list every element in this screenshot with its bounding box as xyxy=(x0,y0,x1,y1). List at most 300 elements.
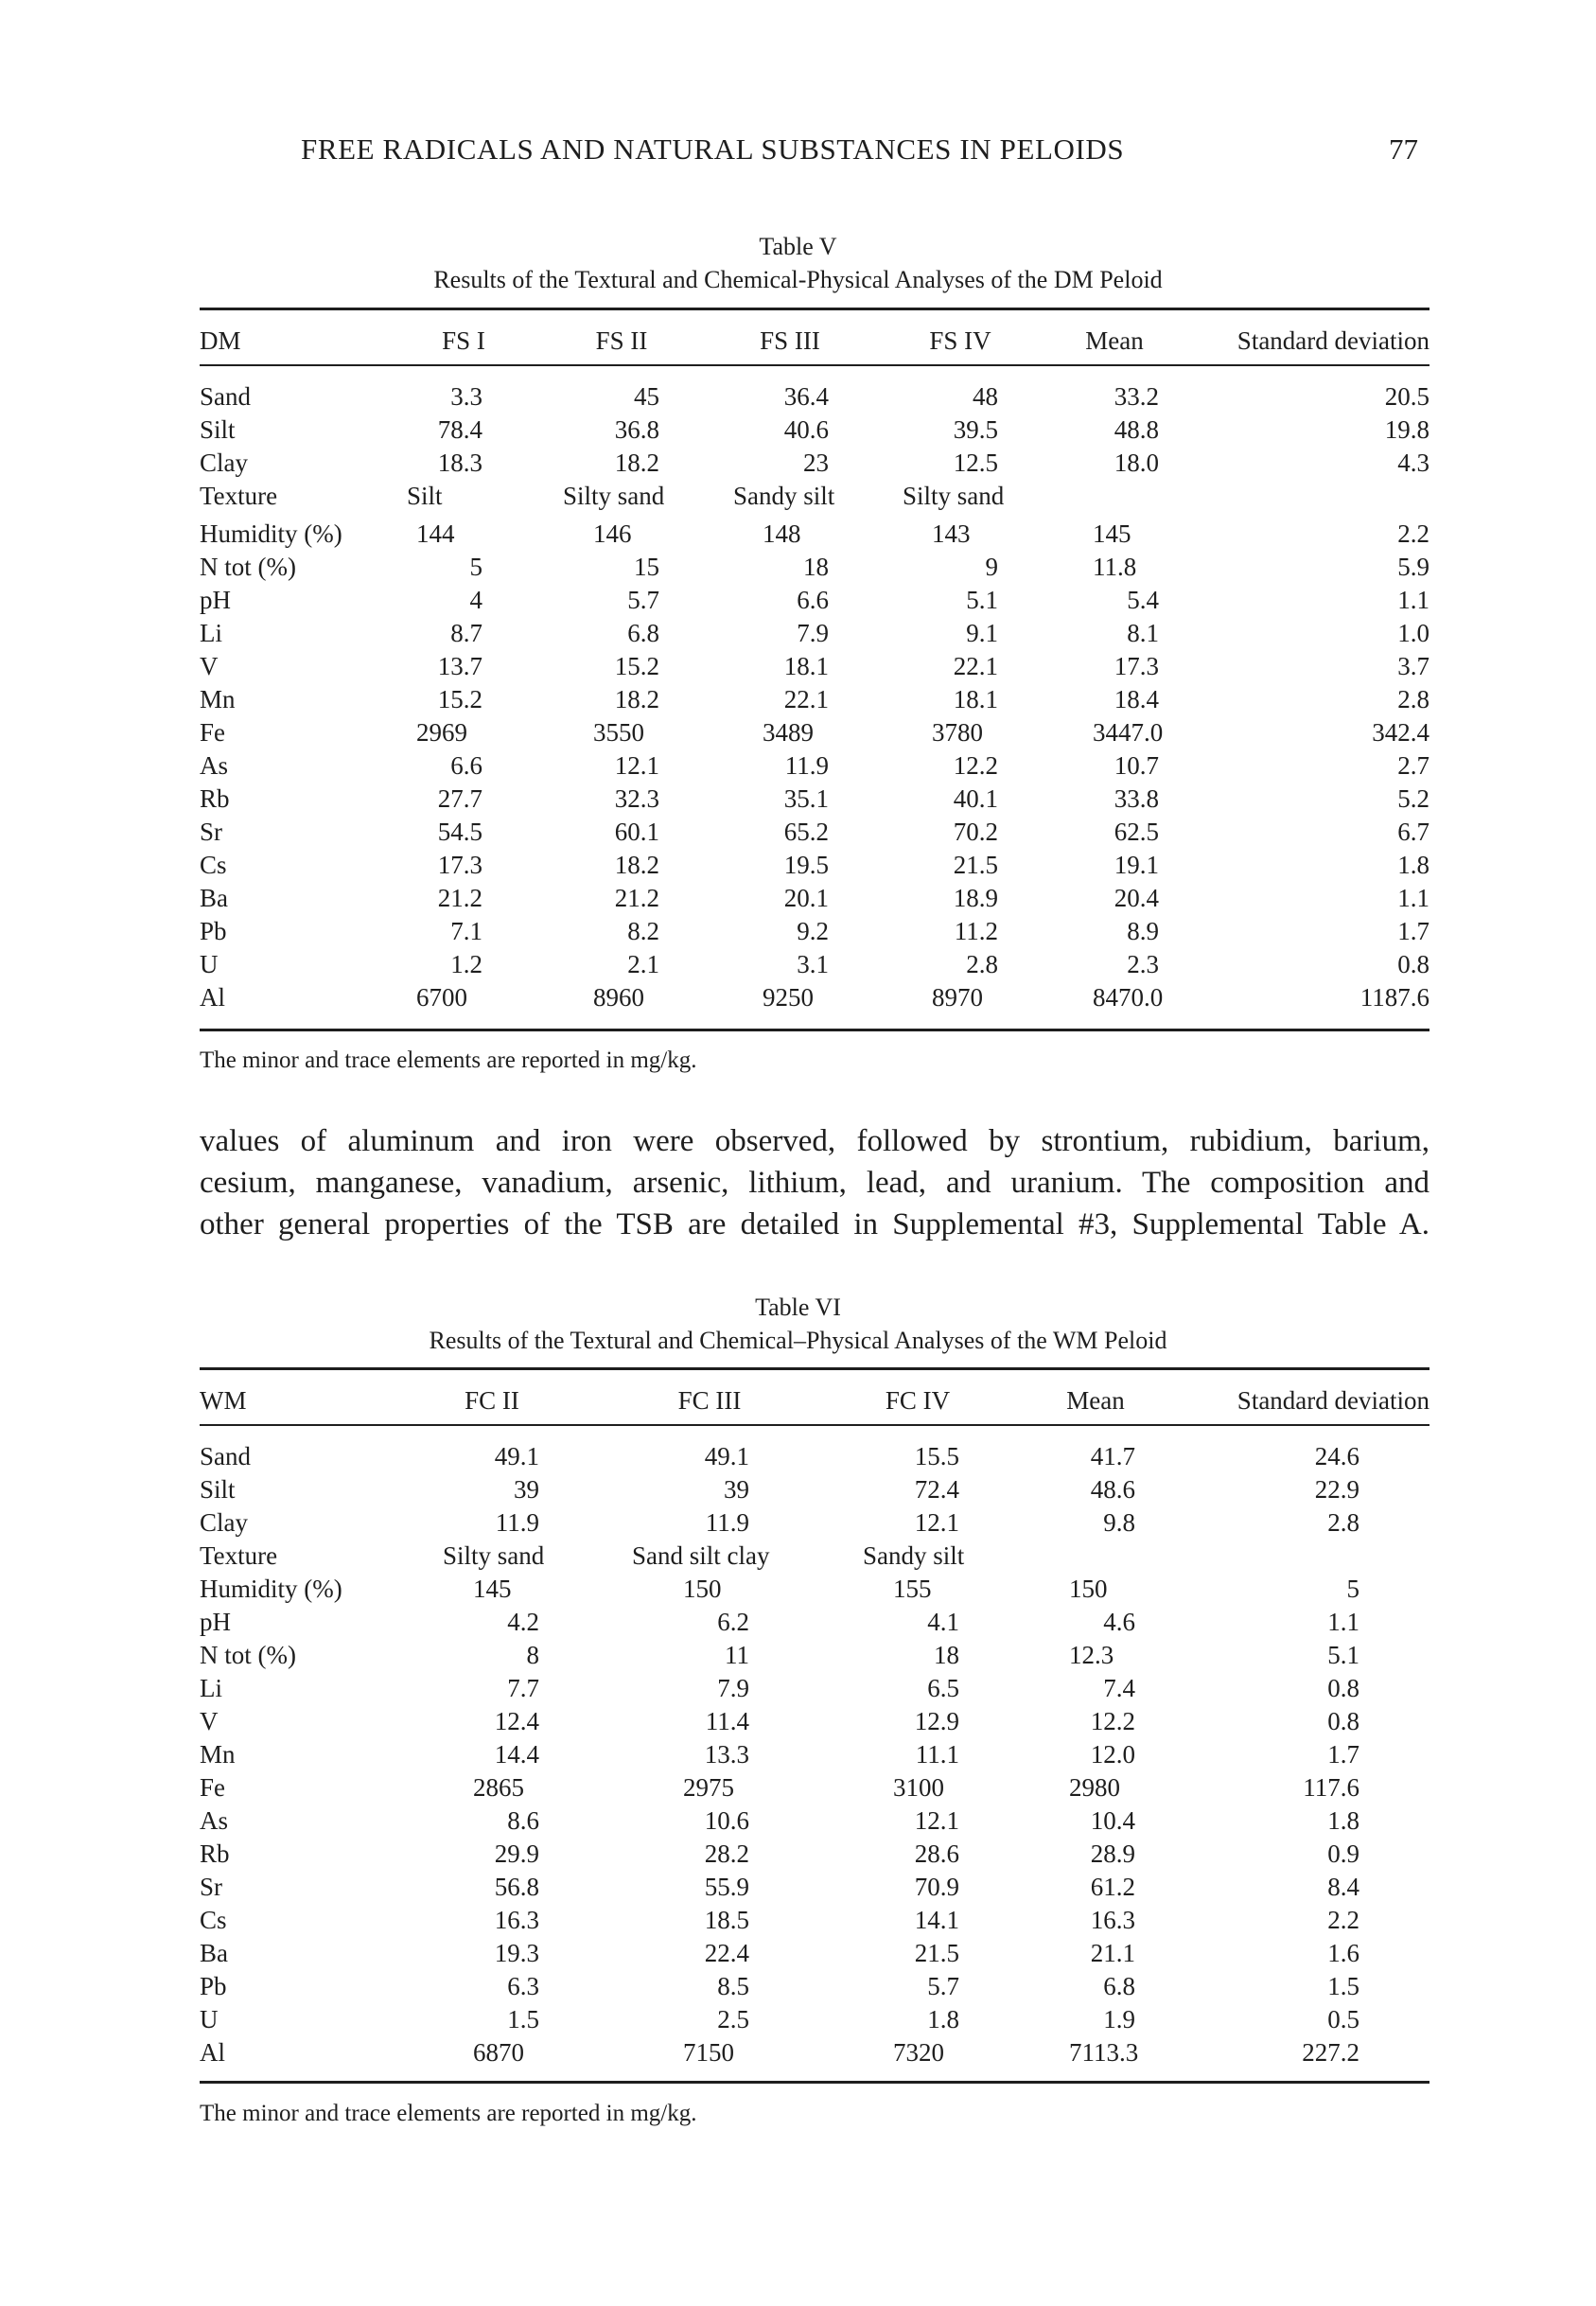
table6-cell: 70.9 xyxy=(914,1873,959,1901)
table5-cell: 3.3 xyxy=(450,382,482,411)
table6-cell: 2865 xyxy=(473,1773,524,1802)
table5-cell: 70.2 xyxy=(953,818,998,846)
table5-row xyxy=(0,783,1596,816)
table5-row xyxy=(0,948,1596,981)
table5-cell: 1.1 xyxy=(1397,884,1429,912)
table6-cell: 12.0 xyxy=(1090,1740,1135,1769)
table6-cell: Sandy silt xyxy=(863,1541,965,1570)
table6-row-label: Sand xyxy=(200,1442,251,1470)
table5-cell: 35.1 xyxy=(783,784,829,813)
table6-body xyxy=(0,1440,1596,2084)
table5-cell: 19.1 xyxy=(1114,851,1159,879)
table5-header-fs4: FS IV xyxy=(929,326,991,355)
table5-cell: 6.8 xyxy=(627,619,659,647)
table6-cell: 12.4 xyxy=(494,1707,539,1735)
table5-cell: 9.1 xyxy=(966,619,998,647)
table6-cell: 1.6 xyxy=(1327,1939,1359,1967)
table6-row-label: Silt xyxy=(200,1475,236,1504)
table6-row xyxy=(0,1838,1596,1871)
table6-header-sd: Standard deviation xyxy=(1236,1386,1429,1415)
table5-row xyxy=(0,981,1596,1014)
table6-row-label: V xyxy=(200,1707,219,1735)
table6-row-label: Cs xyxy=(200,1906,227,1934)
table6-cell: 12.3 xyxy=(1069,1641,1114,1669)
table5-cell: 48.8 xyxy=(1114,415,1159,444)
table5-cell: 12.2 xyxy=(953,751,998,780)
table5-row xyxy=(0,380,1596,414)
table5-cell: 2.8 xyxy=(966,950,998,978)
table5-cell: 15 xyxy=(634,553,659,581)
table5-row-label: Texture xyxy=(200,482,278,510)
table5-cell: 18.4 xyxy=(1114,685,1159,713)
table5-cell: 32.3 xyxy=(614,784,659,813)
table5-cell: 3780 xyxy=(932,718,983,747)
table5-row xyxy=(0,882,1596,915)
table5-cell: 18.2 xyxy=(614,851,659,879)
table6-cell: 11.9 xyxy=(705,1508,749,1537)
table5-row-label: Sr xyxy=(200,818,223,846)
table5-cell: 7.9 xyxy=(797,619,829,647)
table6-row-label: Li xyxy=(200,1674,222,1702)
table6-cell: 16.3 xyxy=(494,1906,539,1934)
table5-cell: 22.1 xyxy=(953,652,998,680)
table6-cell: 145 xyxy=(473,1575,512,1603)
table5-cell: 21.5 xyxy=(953,851,998,879)
table5-row xyxy=(0,915,1596,948)
table5-cell: 18.2 xyxy=(614,449,659,477)
table6-row-label: Rb xyxy=(200,1840,230,1868)
table5-cell: 6.7 xyxy=(1397,818,1429,846)
table5-cell: 5.4 xyxy=(1127,586,1159,614)
table6-row-label: Texture xyxy=(200,1541,278,1570)
table6-cell: 2975 xyxy=(683,1773,734,1802)
table6-cell: 4.2 xyxy=(507,1608,539,1636)
table6-title: Table VI xyxy=(755,1294,841,1321)
table6-cell: 8 xyxy=(526,1641,539,1669)
table5-row xyxy=(0,716,1596,749)
table5-row-label: V xyxy=(200,652,219,680)
table6-cell: 1.5 xyxy=(1327,1972,1359,2000)
table6-cell: 6.2 xyxy=(717,1608,749,1636)
table5-cell: 8960 xyxy=(593,983,644,1012)
table6-row xyxy=(0,1606,1596,1639)
table5-cell: 3447.0 xyxy=(1093,718,1164,747)
table5-row-label: Mn xyxy=(200,685,236,713)
table5-cell: 15.2 xyxy=(614,652,659,680)
table6-cell: 19.3 xyxy=(494,1939,539,1967)
table6-cell: 8.5 xyxy=(717,1972,749,2000)
table6-row-label: Humidity (%) xyxy=(200,1575,342,1603)
table5-cell: 5.1 xyxy=(966,586,998,614)
table5-cell: 6.6 xyxy=(797,586,829,614)
table5-cell: 27.7 xyxy=(437,784,482,813)
table6-cell: 56.8 xyxy=(494,1873,539,1901)
table5-cell: 2969 xyxy=(416,718,467,747)
table6-cell: 5.7 xyxy=(927,1972,959,2000)
table6-cell: 1.1 xyxy=(1327,1608,1359,1636)
table6-cell: 3100 xyxy=(893,1773,944,1802)
table6-cell: 150 xyxy=(683,1575,722,1603)
page-number: 77 xyxy=(1389,132,1418,166)
table5-cell: 8.9 xyxy=(1127,917,1159,945)
table6-row xyxy=(0,1473,1596,1506)
table5-row xyxy=(0,480,1596,513)
table5-cell: 21.2 xyxy=(614,884,659,912)
table5-row-label: As xyxy=(200,751,229,780)
table5-title: Table V xyxy=(759,233,837,260)
table5-cell: 6700 xyxy=(416,983,467,1012)
table6-cell: 39 xyxy=(514,1475,539,1504)
table5-row xyxy=(0,816,1596,849)
body-paragraph xyxy=(200,1120,1429,1245)
table5-cell: 6.6 xyxy=(450,751,482,780)
table5-row-label: Fe xyxy=(200,718,225,747)
table6-cell: 1.8 xyxy=(927,2005,959,2033)
table5-cell: 18.3 xyxy=(437,449,482,477)
table6-cell: 10.6 xyxy=(704,1806,749,1835)
table6-cell: 55.9 xyxy=(704,1873,749,1901)
table6-cell: 7150 xyxy=(683,2038,734,2067)
table5-row xyxy=(0,447,1596,480)
table6-row xyxy=(0,1771,1596,1804)
table5-cell: 145 xyxy=(1093,519,1131,548)
table5-row-label: Clay xyxy=(200,449,248,477)
table6-cell: 11.1 xyxy=(915,1740,959,1769)
table5-cell: 39.5 xyxy=(953,415,998,444)
table5-cell: 8470.0 xyxy=(1093,983,1164,1012)
table6-cell: 13.3 xyxy=(704,1740,749,1769)
table6-row-label: Pb xyxy=(200,1972,227,2000)
table6-cell: 12.9 xyxy=(914,1707,959,1735)
table6-row xyxy=(0,1440,1596,1473)
table5-row xyxy=(0,683,1596,716)
table6-note: The minor and trace elements are reported in mg/kg. xyxy=(200,2101,697,2126)
table5-cell: 48 xyxy=(973,382,998,411)
table6-cell: 2.2 xyxy=(1327,1906,1359,1934)
table5-cell: 20.4 xyxy=(1114,884,1159,912)
table6-row-label: U xyxy=(200,2005,219,2033)
table5-cell: Silty sand xyxy=(563,482,665,510)
table6-row xyxy=(0,1705,1596,1738)
table5-cell: 342.4 xyxy=(1372,718,1429,747)
table6-row-label: pH xyxy=(200,1608,231,1636)
table6-cell: 7.9 xyxy=(717,1674,749,1702)
table5-cell: 1.7 xyxy=(1397,917,1429,945)
table5-row-label: Sand xyxy=(200,382,251,411)
table6-cell: 227.2 xyxy=(1302,2038,1359,2067)
paragraph-line: values of aluminum and iron were observed, followed by strontium, rubidium, barium, xyxy=(200,1124,1429,1158)
table5-cell: 18.1 xyxy=(953,685,998,713)
table5-cell: 23 xyxy=(803,449,829,477)
table5-cell: 36.4 xyxy=(783,382,829,411)
table5-row xyxy=(0,414,1596,447)
table6-row xyxy=(0,2036,1596,2069)
table6-cell: Sand silt clay xyxy=(632,1541,770,1570)
paragraph-line: other general properties of the TSB are detailed in Supplemental #3, Supplemental Table A. xyxy=(200,1207,1429,1241)
table5-cell: 19.5 xyxy=(783,851,829,879)
table5-cell: 65.2 xyxy=(783,818,829,846)
table5-row xyxy=(0,617,1596,650)
table5-header-label: DM xyxy=(200,326,241,355)
table5-cell: 17.3 xyxy=(437,851,482,879)
table6-cell: 7320 xyxy=(893,2038,944,2067)
table5-row-label: Pb xyxy=(200,917,227,945)
table5-cell: 21.2 xyxy=(437,884,482,912)
table6-cell: 11.4 xyxy=(705,1707,749,1735)
table5-cell: 20.5 xyxy=(1384,382,1429,411)
table5-row-label: Li xyxy=(200,619,222,647)
table6-cell: 28.6 xyxy=(914,1840,959,1868)
table5-cell: 2.2 xyxy=(1397,519,1429,548)
table5-header-rule xyxy=(200,364,1429,366)
table5-cell: 4 xyxy=(469,586,482,614)
table6-row-label: N tot (%) xyxy=(200,1641,296,1669)
table5-cell: 62.5 xyxy=(1114,818,1159,846)
table6-cell: 18 xyxy=(934,1641,959,1669)
table6-cell: 12.1 xyxy=(914,1508,959,1537)
table5-row-label: Humidity (%) xyxy=(200,519,342,548)
table5-cell: 19.8 xyxy=(1384,415,1429,444)
table6-cell: 2.8 xyxy=(1327,1508,1359,1537)
table5-cell: 8.7 xyxy=(450,619,482,647)
table6-cell: 7.4 xyxy=(1103,1674,1135,1702)
table6-row xyxy=(0,1738,1596,1771)
table5-cell: 18.9 xyxy=(953,884,998,912)
table5-cell: 20.1 xyxy=(783,884,829,912)
table6-cell: 0.8 xyxy=(1327,1674,1359,1702)
table6-cell: 7113.3 xyxy=(1069,2038,1139,2067)
table5-row-label: Ba xyxy=(200,884,228,912)
table5-cell: 1187.6 xyxy=(1359,983,1429,1012)
table6-cell: 39 xyxy=(724,1475,749,1504)
table6-header-rule xyxy=(200,1424,1429,1426)
table5-row xyxy=(0,518,1596,551)
table5-cell: 33.8 xyxy=(1114,784,1159,813)
table5-cell: 3550 xyxy=(593,718,644,747)
table6-cell: 1.7 xyxy=(1327,1740,1359,1769)
table6-cell: 1.8 xyxy=(1327,1806,1359,1835)
table6-cell: 7.7 xyxy=(507,1674,539,1702)
table6-row xyxy=(0,1573,1596,1606)
table6-cell: 2980 xyxy=(1069,1773,1120,1802)
table5-cell: 11.8 xyxy=(1093,553,1137,581)
table6-cell: 41.7 xyxy=(1090,1442,1135,1470)
table5-header-sd: Standard deviation xyxy=(1236,326,1429,355)
table6-row xyxy=(0,1540,1596,1573)
table5-row xyxy=(0,650,1596,683)
table6-cell: 0.5 xyxy=(1327,2005,1359,2033)
table6-cell: 21.1 xyxy=(1090,1939,1135,1967)
table5-row-label: U xyxy=(200,950,219,978)
table6-row xyxy=(0,1937,1596,1970)
table6-cell: 4.1 xyxy=(927,1608,959,1636)
table5-row-label: Silt xyxy=(200,415,236,444)
table5-cell: 12.1 xyxy=(614,751,659,780)
table6-cell: 1.5 xyxy=(507,2005,539,2033)
table5-cell: 78.4 xyxy=(437,415,482,444)
table5-cell: 8970 xyxy=(932,983,983,1012)
table5-row xyxy=(0,749,1596,783)
table5-cell: 8.2 xyxy=(627,917,659,945)
table6-cell: 22.4 xyxy=(704,1939,749,1967)
table6-header-mean: Mean xyxy=(1066,1386,1125,1415)
table5-cell: 11.9 xyxy=(784,751,829,780)
table5-cell: 45 xyxy=(634,382,659,411)
table5-cell: 5.9 xyxy=(1397,553,1429,581)
table5-row-label: Cs xyxy=(200,851,227,879)
table5-cell: 146 xyxy=(593,519,632,548)
table6-cell: 12.1 xyxy=(914,1806,959,1835)
table5-cell: 2.7 xyxy=(1397,751,1429,780)
table5-cell: 1.1 xyxy=(1397,586,1429,614)
table5-cell: 143 xyxy=(932,519,971,548)
table5-row xyxy=(0,584,1596,617)
table5-cell: 12.5 xyxy=(953,449,998,477)
table5-row xyxy=(0,849,1596,882)
table5-caption: Results of the Textural and Chemical-Physical Analyses of the DM Peloid xyxy=(433,266,1163,293)
table6-cell: 150 xyxy=(1069,1575,1108,1603)
table6-cell: 14.4 xyxy=(494,1740,539,1769)
table6-cell: 8.4 xyxy=(1327,1873,1359,1901)
table5-cell: 3489 xyxy=(763,718,814,747)
table6-row-label: Sr xyxy=(200,1873,223,1901)
table5-cell: 4.3 xyxy=(1397,449,1429,477)
table5-header-fs3: FS III xyxy=(760,326,820,355)
table5-cell: 11.2 xyxy=(954,917,998,945)
table5-cell: 144 xyxy=(416,519,455,548)
table6-cell: 1.9 xyxy=(1103,2005,1135,2033)
table6-cell: 28.2 xyxy=(704,1840,749,1868)
table5-cell: 15.2 xyxy=(437,685,482,713)
table6-cell: 11.9 xyxy=(495,1508,539,1537)
table5-cell: 18.0 xyxy=(1114,449,1159,477)
table5-header-fs1: FS I xyxy=(442,326,485,355)
table5-row-label: Al xyxy=(200,983,225,1012)
table5-cell: 5.7 xyxy=(627,586,659,614)
running-head: FREE RADICALS AND NATURAL SUBSTANCES IN PELOIDS xyxy=(301,132,1125,166)
table5-cell: Silty sand xyxy=(903,482,1005,510)
table5-cell: 9250 xyxy=(763,983,814,1012)
table5-cell: 36.8 xyxy=(614,415,659,444)
table6-cell: 117.6 xyxy=(1303,1773,1359,1802)
table6-cell: 4.6 xyxy=(1103,1608,1135,1636)
table5-cell: 2.1 xyxy=(627,950,659,978)
table5-row-label: N tot (%) xyxy=(200,553,296,581)
table5-cell: 1.0 xyxy=(1397,619,1429,647)
table5-row xyxy=(0,551,1596,584)
table5-cell: 3.7 xyxy=(1397,652,1429,680)
table6-cell: 16.3 xyxy=(1090,1906,1135,1934)
table6-cell: 15.5 xyxy=(914,1442,959,1470)
table6-cell: 11 xyxy=(725,1641,749,1669)
table6-row xyxy=(0,1672,1596,1705)
table5-cell: 54.5 xyxy=(437,818,482,846)
table5-cell: 8.1 xyxy=(1127,619,1159,647)
table6-row xyxy=(0,1871,1596,1904)
table5-cell: 7.1 xyxy=(450,917,482,945)
table6-bottom-rule xyxy=(200,2081,1429,2084)
table5-row-label: pH xyxy=(200,586,231,614)
table6-header-fc4: FC IV xyxy=(885,1386,951,1415)
table6-row xyxy=(0,1904,1596,1937)
table5-body xyxy=(0,380,1596,1024)
table6-cell: 0.8 xyxy=(1327,1707,1359,1735)
table6-cell: 12.2 xyxy=(1090,1707,1135,1735)
table6-cell: 0.9 xyxy=(1327,1840,1359,1868)
table6-caption: Results of the Textural and Chemical–Physical Analyses of the WM Peloid xyxy=(429,1327,1167,1354)
table6-header-label: WM xyxy=(200,1386,247,1415)
table6-cell: 5 xyxy=(1346,1575,1359,1603)
table5-note: The minor and trace elements are reported in mg/kg. xyxy=(200,1047,697,1073)
table6-row xyxy=(0,1639,1596,1672)
table6-cell: 5.1 xyxy=(1327,1641,1359,1669)
table6-row xyxy=(0,1506,1596,1540)
table6-row-label: Fe xyxy=(200,1773,225,1802)
table6-cell: 9.8 xyxy=(1103,1508,1135,1537)
table5-cell: 13.7 xyxy=(437,652,482,680)
table6-row-label: Ba xyxy=(200,1939,228,1967)
table5-cell: 0.8 xyxy=(1397,950,1429,978)
table5-cell: 10.7 xyxy=(1114,751,1159,780)
table6-header-row xyxy=(0,1383,1596,1417)
table5-header-fs2: FS II xyxy=(595,326,648,355)
table5-bottom-rule xyxy=(200,1029,1429,1031)
table6-cell: 18.5 xyxy=(704,1906,749,1934)
table5-cell: 9.2 xyxy=(797,917,829,945)
table5-cell: 5 xyxy=(469,553,482,581)
table6-top-rule xyxy=(200,1367,1429,1370)
table5-cell: 60.1 xyxy=(614,818,659,846)
table6-row-label: As xyxy=(200,1806,229,1835)
table6-row xyxy=(0,2003,1596,2036)
table5-cell: 2.3 xyxy=(1127,950,1159,978)
table5-cell: 5.2 xyxy=(1397,784,1429,813)
table5-cell: 148 xyxy=(763,519,801,548)
table6-cell: 155 xyxy=(893,1575,932,1603)
table5-row-label: Rb xyxy=(200,784,230,813)
table5-cell: 22.1 xyxy=(783,685,829,713)
table6-cell: 21.5 xyxy=(914,1939,959,1967)
table6-cell: 49.1 xyxy=(494,1442,539,1470)
table5-cell: 18.1 xyxy=(783,652,829,680)
table6-cell: 6.5 xyxy=(927,1674,959,1702)
table5-cell: 40.1 xyxy=(953,784,998,813)
table6-header-fc3: FC III xyxy=(677,1386,742,1415)
table5-cell: 18.2 xyxy=(614,685,659,713)
table6-cell: 29.9 xyxy=(494,1840,539,1868)
table6-cell: 24.6 xyxy=(1314,1442,1359,1470)
table5-cell: 3.1 xyxy=(797,950,829,978)
table6-header-fc2: FC II xyxy=(465,1386,519,1415)
table5-cell: 40.6 xyxy=(783,415,829,444)
table5-header-row xyxy=(0,324,1596,358)
table6-row-label: Al xyxy=(200,2038,225,2067)
table5-cell: 2.8 xyxy=(1397,685,1429,713)
table6-cell: 10.4 xyxy=(1090,1806,1135,1835)
paragraph-line: cesium, manganese, vanadium, arsenic, lithium, lead, and uranium. The composition and xyxy=(200,1166,1429,1200)
table6-cell: 48.6 xyxy=(1090,1475,1135,1504)
table5-cell: 17.3 xyxy=(1114,652,1159,680)
table6-cell: 6.8 xyxy=(1103,1972,1135,2000)
table6-row xyxy=(0,1804,1596,1838)
table5-header-mean: Mean xyxy=(1085,326,1144,355)
table5-cell: 1.8 xyxy=(1397,851,1429,879)
table6-cell: 2.5 xyxy=(717,2005,749,2033)
table6-row-label: Clay xyxy=(200,1508,248,1537)
table5-cell: Sandy silt xyxy=(733,482,835,510)
table6-cell: 28.9 xyxy=(1090,1840,1135,1868)
table5-cell: 1.2 xyxy=(450,950,482,978)
